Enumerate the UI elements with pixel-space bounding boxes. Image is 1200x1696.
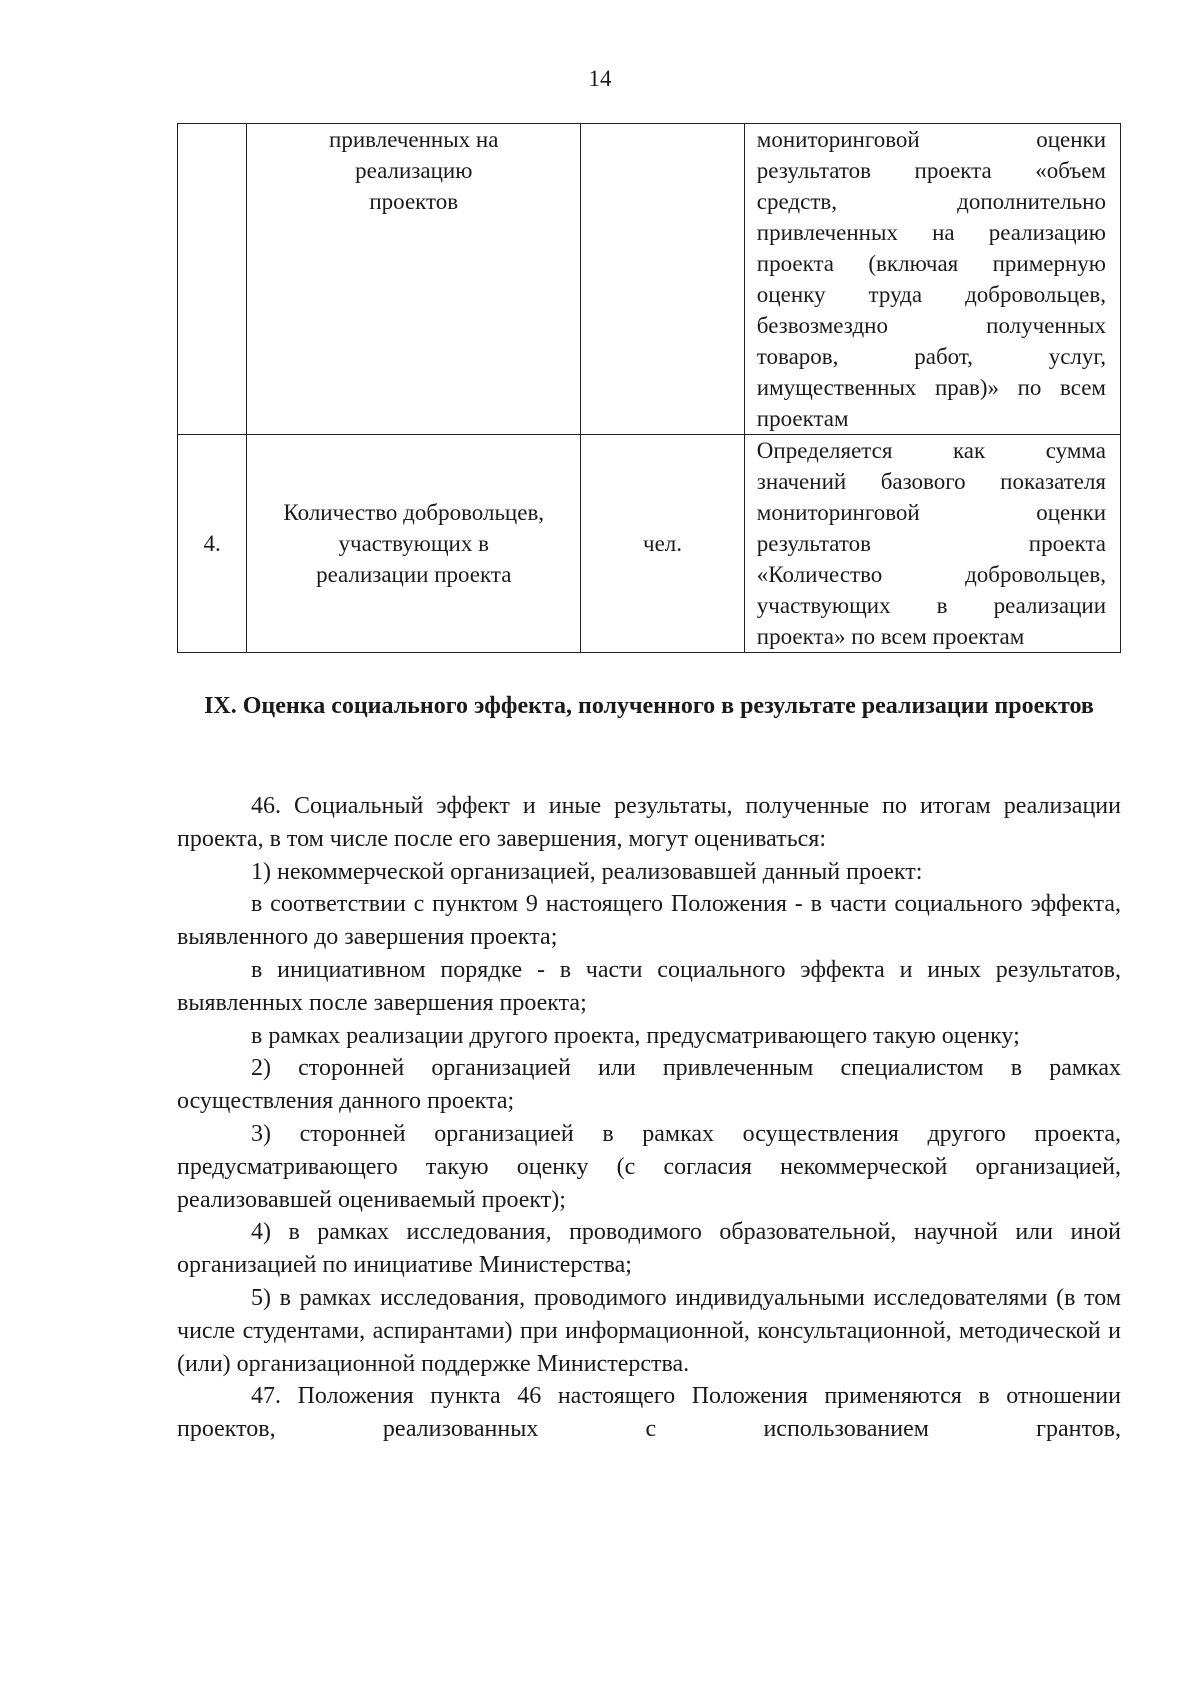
row-number-cell — [178, 124, 247, 435]
method-line: результатов проекта — [756, 531, 1106, 556]
indicator-name-line: реализацию — [355, 158, 473, 183]
indicator-name-line: проектов — [369, 189, 459, 214]
method-line: «Количество добровольцев, — [756, 562, 1106, 587]
method-line: мониторинговой оценки — [756, 500, 1106, 525]
section-heading: IX. Оценка социального эффекта, полученного в результате реализации проектов — [204, 693, 1094, 719]
paragraph: 4) в рамках исследования, проводимого образовательной, научной или иной организацией по инициативе Министерства; — [177, 1219, 1121, 1279]
method-line: проекта (включая примерную — [756, 251, 1106, 276]
table-row — [178, 124, 1121, 435]
indicator-name-cell — [247, 124, 581, 435]
paragraph: 47. Положения пункта 46 настоящего Положения применяются в отношении проектов, реализованных с использованием грантов, — [177, 1383, 1121, 1443]
method-line: товаров, работ, услуг, — [756, 344, 1106, 369]
paragraph: 2) сторонней организацией или привлеченным специалистом в рамках осуществления данного проекта; — [177, 1055, 1121, 1115]
body-text — [177, 790, 1121, 1446]
paragraph: в рамках реализации другого проекта, предусматривающего такую оценку; — [251, 1022, 1020, 1049]
method-line: мониторинговой оценки — [756, 127, 1106, 152]
method-line: значений базового показателя — [756, 469, 1106, 494]
method-line: участвующих в реализации — [756, 593, 1106, 618]
table-row — [178, 435, 1121, 653]
method-line: оценку труда добровольцев, — [756, 282, 1106, 307]
paragraph: 3) сторонней организацией в рамках осуществления другого проекта, предусматривающего такую оценку (с согласия некоммерческой организацией, реализовавшей оцениваемый проект); — [177, 1120, 1121, 1213]
method-line: Определяется как сумма — [756, 438, 1106, 463]
indicators-table — [177, 123, 1121, 653]
calculation-method-cell — [744, 124, 1120, 435]
paragraph: в соответствии с пунктом 9 настоящего Положения - в части социального эффекта, выявленного до завершения проекта; — [177, 891, 1121, 951]
method-line: проектам — [756, 406, 849, 431]
paragraph: 1) некоммерческой организацией, реализовавшей данный проект: — [251, 858, 923, 885]
method-line: средств, дополнительно — [756, 189, 1106, 214]
paragraph: 5) в рамках исследования, проводимого индивидуальными исследователями (в том числе студентами, аспирантами) при информационной, консультационной, методической и (или) организационной поддержке Министерства. — [177, 1284, 1121, 1377]
method-line: безвозмездно полученных — [756, 313, 1106, 338]
indicator-name-line: привлеченных на — [329, 127, 499, 152]
row-number-cell: 4. — [178, 435, 247, 653]
indicator-name-line: Количество добровольцев, — [283, 500, 545, 525]
method-line: привлеченных на реализацию — [756, 220, 1106, 245]
page-number: 14 — [588, 66, 612, 91]
paragraph: 46. Социальный эффект и иные результаты, полученные по итогам реализации проекта, в том числе после его завершения, могут оцениваться: — [177, 793, 1121, 852]
unit-cell — [581, 124, 745, 435]
method-line: имущественных прав)» по всем — [756, 375, 1106, 400]
indicator-name-line: реализации проекта — [316, 562, 512, 587]
paragraph: в инициативном порядке - в части социального эффекта и иных результатов, выявленных после завершения проекта; — [177, 956, 1121, 1016]
unit-cell: чел. — [581, 435, 745, 653]
method-line: проекта» по всем проектам — [756, 624, 1025, 649]
method-line: результатов проекта «объем — [756, 158, 1106, 183]
calculation-method-cell — [744, 435, 1120, 653]
indicator-name-line: участвующих в — [338, 531, 489, 556]
indicator-name-cell — [247, 435, 581, 653]
